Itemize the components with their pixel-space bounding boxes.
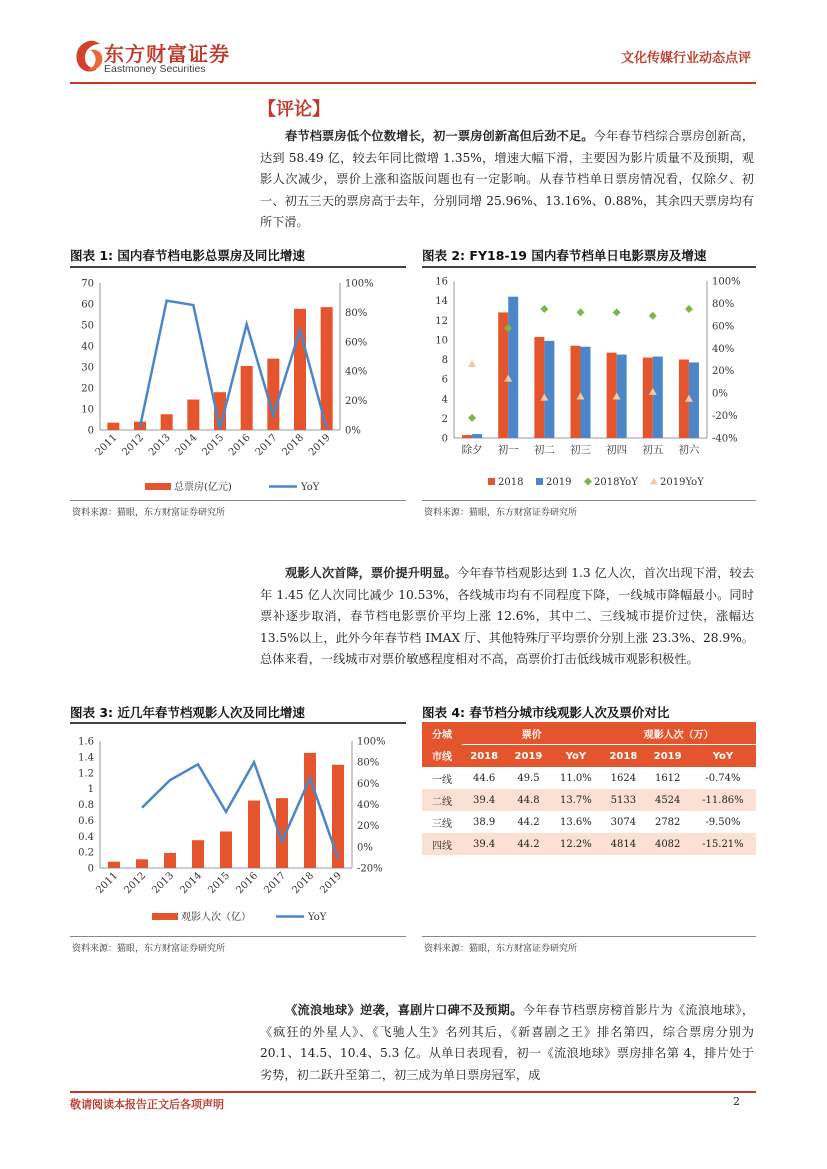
table-cell: 2782 — [654, 816, 681, 828]
table-cell: 49.5 — [517, 772, 540, 784]
logo-en: Eastmoney Securities — [104, 63, 206, 75]
city-tier-table — [422, 722, 756, 855]
x-tick-label: 初六 — [678, 444, 700, 456]
bar-2019 — [508, 297, 518, 438]
bar-2019 — [653, 357, 663, 438]
y-tick-label-right: 60% — [712, 321, 735, 333]
y-tick-label-right: -40% — [712, 433, 738, 445]
bar-观影人次（亿） — [164, 853, 176, 868]
table-head-cell: 观影人次（万） — [601, 722, 756, 745]
paragraph-2-body: 今年春节档观影达到 1.3 亿人次，首次出现下滑，较去年 1.45 亿人次同比减少 10.53%，各线城市均有不同程度下降，一线城市降幅最小。同时票补逐步取消，春节档电影票价平均上涨 12.6%，其中二、三线城市提价过快，涨幅达 13.5%以上，此外今年春节档 IMAX 厅、其他特殊厅平均票价分别上涨 23.3%、28.9%。总体来看，一线城市对票价敏感程度相对不高，高票价打击低线城市观影积极性。 — [260, 566, 755, 667]
x-tick-label: 2015 — [206, 870, 233, 897]
paragraph-2 — [260, 563, 754, 671]
legend-swatch — [145, 483, 171, 490]
y-tick-label-right: 80% — [357, 757, 380, 769]
legend-label: 观影人次（亿） — [181, 912, 251, 923]
table-cell: 4082 — [654, 838, 681, 850]
fig2-title-rule — [422, 266, 756, 268]
x-tick-label: 2014 — [173, 432, 200, 459]
y-tick-label-right: 0% — [712, 388, 728, 400]
chart-daily-box-office — [422, 270, 756, 498]
fig2-bottom-rule — [422, 500, 756, 501]
x-tick-label: 初一 — [497, 444, 519, 456]
y-tick-label-left: 1 — [87, 784, 94, 796]
y-tick-label-right: 100% — [345, 278, 374, 290]
table-header-row-1 — [422, 722, 756, 745]
table-head-cell: 2019 — [653, 750, 682, 762]
table-row — [422, 767, 756, 789]
fig2-title: 图表 2: FY18-19 国内春节档单日电影票房及增速 — [422, 248, 707, 263]
x-tick-label: 2013 — [147, 432, 173, 459]
fig1-source: 资料来源：猫眼，东方财富证券研究所 — [72, 508, 226, 518]
table-head-cell: YoY — [565, 750, 587, 762]
footer-disclaimer: 敬请阅读本报告正文后各项声明 — [70, 1098, 224, 1111]
fig2-source: 资料来源：猫眼，东方财富证券研究所 — [424, 508, 578, 518]
table-header-row-2 — [422, 745, 756, 768]
table-cell: 44.8 — [517, 794, 540, 806]
legend-label: 总票房(亿元) — [174, 482, 232, 493]
paragraph-3-lead: 《流浪地球》逆袭，喜剧片口碑不及预期。 — [285, 1003, 523, 1017]
chart-total-box-office — [70, 270, 406, 498]
x-tick-label: 初二 — [533, 444, 555, 456]
table-cell: 44.2 — [517, 838, 540, 850]
y-tick-label-right: 80% — [345, 307, 368, 319]
bar-观影人次（亿） — [108, 862, 120, 868]
x-tick-label: 2011 — [93, 432, 120, 459]
paragraph-1 — [260, 126, 754, 234]
x-tick-label: 2016 — [234, 870, 261, 897]
legend-swatch — [650, 478, 658, 485]
table-cell: 1624 — [610, 772, 637, 784]
bar-2018 — [498, 312, 508, 438]
bar-总票房(亿元) — [107, 423, 119, 430]
y-tick-label-right: 80% — [712, 298, 735, 310]
table-cell: 39.4 — [473, 794, 496, 806]
legend-label: 2018 — [498, 477, 524, 488]
table-cell: 39.4 — [473, 838, 496, 850]
paragraph-3-body: 今年春节档票房榜首影片为《流浪地球》，《疯狂的外星人》、《飞驰人生》名列其后，《新喜剧之王》排名第四，综合票房分别为 20.1、14.5、10.4、5.3 亿。从单日表现看，初一《流浪地球》票房排名第 4，排片处于劣势，初二跃升至第二，初三成为单日票房冠军，成 — [260, 1003, 755, 1082]
legend-label: 2019YoY — [660, 477, 704, 488]
bar-观影人次（亿） — [136, 859, 148, 868]
x-tick-label: 2019 — [307, 432, 333, 459]
table-cell: 38.9 — [473, 816, 496, 828]
table-cell: -0.74% — [705, 772, 741, 784]
table-cell: 13.6% — [560, 816, 592, 828]
x-tick-label: 2017 — [262, 870, 289, 897]
fig3-title: 图表 3: 近几年春节档观影人次及同比增速 — [70, 705, 305, 720]
fig4-bottom-rule — [422, 936, 756, 937]
paragraph-1-lead: 春节档票房低个位数增长，初一票房创新高但后劲不足。 — [285, 129, 594, 143]
y-tick-label-left: 0.4 — [78, 831, 94, 843]
table-cell: 1612 — [654, 772, 681, 784]
bar-2019 — [581, 347, 591, 438]
y-tick-label-left: 14 — [435, 296, 448, 308]
legend-swatch — [536, 478, 543, 485]
y-tick-label-right: 20% — [345, 396, 368, 408]
report-type: 文化传媒行业动态点评 — [620, 50, 751, 65]
paragraph-2-lead: 观影人次首降，票价提升明显。 — [285, 566, 457, 580]
y-tick-label-right: -20% — [357, 863, 383, 875]
x-tick-label: 2011 — [94, 870, 121, 897]
table-cell: 四线 — [432, 840, 452, 852]
fig1-title-rule — [70, 266, 406, 268]
y-tick-label-left: 2 — [441, 413, 448, 425]
table-head-cell: 2019 — [514, 750, 543, 762]
y-tick-label-right: 40% — [357, 800, 380, 811]
logo-cn: 东方财富证券 — [104, 44, 230, 66]
y-tick-label-left: 0 — [441, 433, 448, 445]
x-tick-label: 2012 — [120, 432, 147, 459]
y-tick-label-right: 60% — [345, 337, 368, 349]
bar-观影人次（亿） — [304, 753, 316, 868]
table-cell: 44.2 — [517, 816, 540, 828]
table-head-cell: YoY — [712, 750, 734, 762]
fig1-title: 图表 1: 国内春节档电影总票房及同比增速 — [70, 248, 305, 263]
fig3-title-rule — [70, 722, 406, 724]
table-row — [422, 833, 756, 855]
y-tick-label-right: 40% — [345, 366, 368, 378]
fig3-bottom-rule — [70, 936, 406, 937]
y-tick-label-left: 4 — [441, 394, 448, 406]
fig1-bottom-rule — [70, 500, 406, 501]
table-head-cell: 2018 — [470, 750, 499, 762]
y-tick-label-left: 0 — [87, 863, 94, 875]
paragraph-3 — [260, 1000, 754, 1086]
table-cell: 12.2% — [560, 838, 592, 850]
y-tick-label-left: 30 — [81, 362, 94, 374]
y-tick-label-left: 0.8 — [78, 800, 94, 811]
legend-label: 2018YoY — [594, 477, 638, 488]
table-cell: 3074 — [610, 816, 637, 828]
table-head-cell: 分城 — [432, 729, 452, 741]
fig4-source: 资料来源：猫眼，东方财富证券研究所 — [424, 944, 578, 954]
y-tick-label-left: 10 — [435, 335, 448, 347]
y-tick-label-left: 1.4 — [78, 752, 94, 764]
x-tick-label: 2018 — [280, 432, 307, 459]
fig3-source: 资料来源：猫眼，东方财富证券研究所 — [72, 944, 226, 954]
fig4-title: 图表 4: 春节档分城市线观影人次及票价对比 — [422, 705, 670, 720]
page-number: 2 — [733, 1095, 740, 1108]
footer-rule — [70, 1091, 756, 1093]
bar-总票房(亿元) — [161, 414, 173, 430]
y-tick-label-left: 0.2 — [78, 847, 94, 859]
table-head-cell: 市线 — [432, 752, 452, 764]
bar-观影人次（亿） — [248, 801, 260, 868]
table-cell: 三线 — [432, 818, 452, 830]
point-2018YoY — [649, 312, 657, 320]
point-2018YoY — [577, 308, 585, 316]
bar-2018 — [534, 337, 544, 438]
y-tick-label-left: 70 — [81, 278, 94, 290]
point-2018YoY — [540, 305, 548, 313]
company-logo — [70, 38, 240, 78]
y-tick-label-right: 60% — [357, 778, 380, 790]
y-tick-label-left: 1.6 — [78, 736, 94, 748]
x-tick-label: 2019 — [318, 870, 345, 897]
table-cell: 11.0% — [560, 772, 592, 784]
x-tick-label: 2015 — [200, 432, 227, 459]
y-tick-label-left: 16 — [435, 276, 448, 288]
bar-2018 — [571, 346, 581, 438]
point-2018YoY — [468, 414, 476, 422]
header-rule — [70, 82, 756, 84]
y-tick-label-right: -20% — [712, 411, 738, 423]
x-tick-label: 2014 — [178, 870, 205, 897]
legend-label: YoY — [308, 912, 327, 923]
x-tick-label: 初四 — [606, 444, 628, 456]
bar-2018 — [643, 358, 653, 438]
bar-2018 — [462, 435, 472, 438]
table-cell: 二线 — [432, 796, 452, 808]
y-tick-label-left: 0 — [87, 425, 94, 437]
bar-总票房(亿元) — [241, 366, 253, 430]
y-tick-label-right: 0% — [357, 842, 373, 854]
table-cell: -11.86% — [702, 794, 744, 806]
point-2019YoY — [468, 360, 476, 367]
y-tick-label-left: 6 — [441, 374, 448, 386]
x-tick-label: 2013 — [150, 870, 177, 897]
table-cell: -15.21% — [702, 838, 744, 850]
comment-tag: 【评论】 — [258, 99, 330, 120]
x-tick-label: 2018 — [290, 870, 317, 897]
table-cell: 13.7% — [560, 794, 592, 806]
y-tick-label-left: 20 — [81, 383, 94, 395]
table-head-cell: 票价 — [462, 722, 601, 745]
table-cell: 4814 — [610, 838, 637, 850]
y-tick-label-left: 12 — [435, 315, 448, 327]
bar-观影人次（亿） — [192, 840, 204, 868]
y-tick-label-left: 1.2 — [78, 768, 94, 780]
legend-label: YoY — [301, 482, 320, 493]
chart-admissions — [70, 726, 406, 936]
bar-观影人次（亿） — [332, 765, 344, 868]
y-tick-label-right: 0% — [345, 425, 361, 437]
y-tick-label-right: 40% — [712, 343, 735, 355]
x-tick-label: 2012 — [122, 870, 149, 897]
table-row — [422, 789, 756, 811]
y-tick-label-left: 8 — [441, 355, 448, 366]
bar-2019 — [472, 434, 482, 438]
paragraph-1-body: 今年春节档综合票房创新高，达到 58.49 亿，较去年同比微增 1.35%，增速大幅下滑，主要因为影片质量不及预期，观影人次减少，票价上涨和盗版问题也有一定影响。从春节档单日票房情况看，仅除夕、初一、初五三天的票房高于去年，分别同增 25.96%、13.16%、0.88%，其余四天票房均有所下滑。 — [260, 129, 755, 230]
y-tick-label-left: 0.6 — [78, 815, 94, 827]
legend-label: 2019 — [546, 477, 572, 488]
y-tick-label-right: 20% — [712, 366, 735, 378]
point-2018YoY — [613, 308, 621, 316]
table-cell: -9.50% — [705, 816, 741, 828]
bar-总票房(亿元) — [187, 400, 199, 430]
bar-观影人次（亿） — [220, 831, 232, 868]
y-tick-label-right: 20% — [357, 821, 380, 833]
x-tick-label: 2016 — [227, 432, 253, 459]
x-tick-label: 2017 — [253, 432, 280, 459]
legend-swatch — [152, 913, 178, 920]
y-tick-label-right: 100% — [712, 276, 741, 288]
y-tick-label-left: 40 — [81, 341, 94, 353]
x-tick-label: 除夕 — [461, 444, 483, 456]
legend-swatch — [488, 478, 495, 485]
bar-2019 — [544, 341, 554, 438]
x-tick-label: 初三 — [570, 444, 591, 456]
y-tick-label-right: 100% — [357, 736, 386, 748]
table-cell: 5133 — [610, 794, 637, 806]
y-tick-label-left: 50 — [81, 320, 94, 332]
table-row — [422, 811, 756, 833]
x-tick-label: 初五 — [642, 444, 664, 456]
point-2018YoY — [685, 305, 693, 313]
y-tick-label-left: 60 — [81, 299, 94, 311]
table-cell: 44.6 — [473, 772, 496, 784]
legend-swatch — [584, 478, 592, 486]
eastmoney-logo-icon — [70, 38, 108, 76]
y-tick-label-left: 10 — [81, 404, 94, 416]
table-head-cell: 2018 — [609, 750, 638, 762]
table-cell: 4524 — [654, 794, 681, 806]
table-cell: 一线 — [432, 774, 452, 786]
